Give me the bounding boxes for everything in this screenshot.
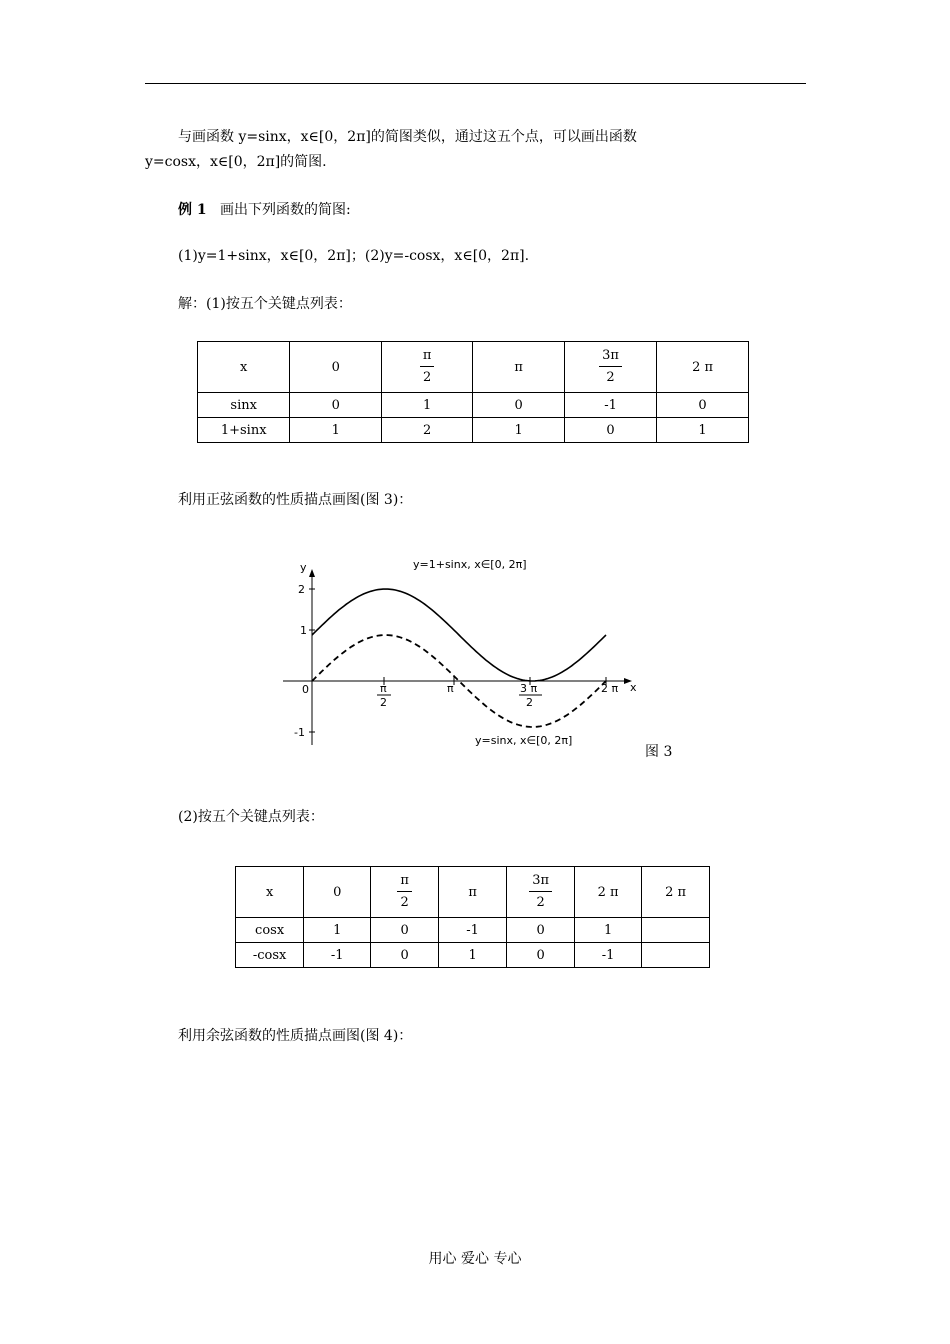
curve-1-plus-sinx (312, 589, 606, 681)
y-tick-label: 2 (298, 583, 305, 596)
table-cell: 0 (371, 918, 439, 943)
header-rule (145, 83, 806, 84)
table-cell: 1 (473, 418, 565, 443)
table-row (198, 418, 749, 443)
table-cell: -1 (439, 918, 507, 943)
table-cell: 0 (473, 393, 565, 418)
x-tick-label-pi-over-2-den: 2 (380, 696, 387, 709)
intro-line-2: y=cosx，x∈[0，2π]的简图. (145, 154, 327, 170)
table-header-row (198, 342, 749, 393)
table-cell: 0 (290, 342, 382, 393)
table-cell: 1 (382, 393, 473, 418)
x-tick-label-3pi-over-2-num: 3 π (520, 682, 538, 695)
fraction: $\frac{\pi}{2}$ (397, 873, 412, 911)
x-tick-label-pi-over-2-num: π (380, 682, 387, 695)
table-cell (382, 342, 473, 393)
table-cell: π (473, 342, 565, 393)
fraction: $\frac{3\pi}{2}$ (599, 348, 622, 386)
table-cell: 0 (290, 393, 382, 418)
table-cell: -cosx (236, 943, 304, 968)
key-points-table-1 (197, 341, 749, 443)
table-cell (507, 867, 575, 918)
fraction: $\frac{3\pi}{2}$ (529, 873, 552, 911)
table-cell (642, 943, 710, 968)
table-cell: -1 (304, 943, 371, 968)
table-cell: -1 (575, 943, 642, 968)
problem-statements: (1)y=1+sinx，x∈[0，2π]；(2)y=-cosx，x∈[0，2π]. (178, 248, 530, 264)
table-cell: 0 (657, 393, 749, 418)
intro-line-1: 与画函数 y=sinx，x∈[0，2π]的简图类似，通过这五个点，可以画出函数 (178, 129, 637, 145)
table-cell: 1 (304, 918, 371, 943)
y-tick-label: -1 (294, 726, 305, 739)
table-row (198, 393, 749, 418)
figure-3-graph (280, 555, 700, 765)
table-cell: 1 (439, 943, 507, 968)
table-cell: -1 (565, 393, 657, 418)
table-row (236, 918, 710, 943)
curve-label-top: y=1+sinx, x∈[0, 2π] (413, 558, 527, 571)
table-cell: 1 (657, 418, 749, 443)
y-axis-arrow (309, 569, 315, 577)
table-cell: π (439, 867, 507, 918)
table-cell: 2 π (642, 867, 710, 918)
table-cell: x (236, 867, 304, 918)
example-heading (178, 200, 351, 220)
key-points-table-2 (235, 866, 710, 968)
table-cell: 2 π (575, 867, 642, 918)
table-cell: 1+sinx (198, 418, 290, 443)
table-row (236, 943, 710, 968)
table-cell: sinx (198, 393, 290, 418)
curve-label-bottom: y=sinx, x∈[0, 2π] (475, 734, 573, 747)
table-cell (565, 342, 657, 393)
y-tick-label: 1 (300, 624, 307, 637)
figure-4-intro: 利用余弦函数的性质描点画图(图 4)： (178, 1028, 413, 1044)
x-tick-label-pi: π (447, 682, 454, 695)
table-cell: 1 (575, 918, 642, 943)
table-cell (371, 867, 439, 918)
table-cell: 0 (565, 418, 657, 443)
table-cell: 0 (371, 943, 439, 968)
figure-3-intro: 利用正弦函数的性质描点画图(图 3)： (178, 492, 413, 508)
table-cell: cosx (236, 918, 304, 943)
figure-3 (280, 555, 700, 765)
example-label: 例 1 (178, 202, 207, 218)
solution-1-intro: 解：(1)按五个关键点列表： (178, 296, 352, 312)
x-axis-label: x (630, 681, 637, 694)
table-cell: 2 (382, 418, 473, 443)
solution-2-intro: (2)按五个关键点列表： (178, 809, 324, 825)
table-cell: 1 (290, 418, 382, 443)
figure-3-caption: 图 3 (645, 744, 673, 760)
table-cell: 2 π (657, 342, 749, 393)
y-axis-label: y (300, 561, 307, 574)
table-header-row (236, 867, 710, 918)
fraction: $\frac{\pi}{2}$ (420, 348, 435, 386)
table-cell: 0 (507, 943, 575, 968)
table-cell (642, 918, 710, 943)
page-footer: 用心 爱心 专心 (428, 1251, 522, 1267)
table-cell: x (198, 342, 290, 393)
x-tick-label-3pi-over-2-den: 2 (526, 696, 533, 709)
table-cell: 0 (507, 918, 575, 943)
example-text: 画出下列函数的简图: (219, 202, 351, 218)
origin-label: 0 (302, 683, 309, 696)
table-cell: 0 (304, 867, 371, 918)
x-tick-label-2pi: 2 π (601, 682, 619, 695)
